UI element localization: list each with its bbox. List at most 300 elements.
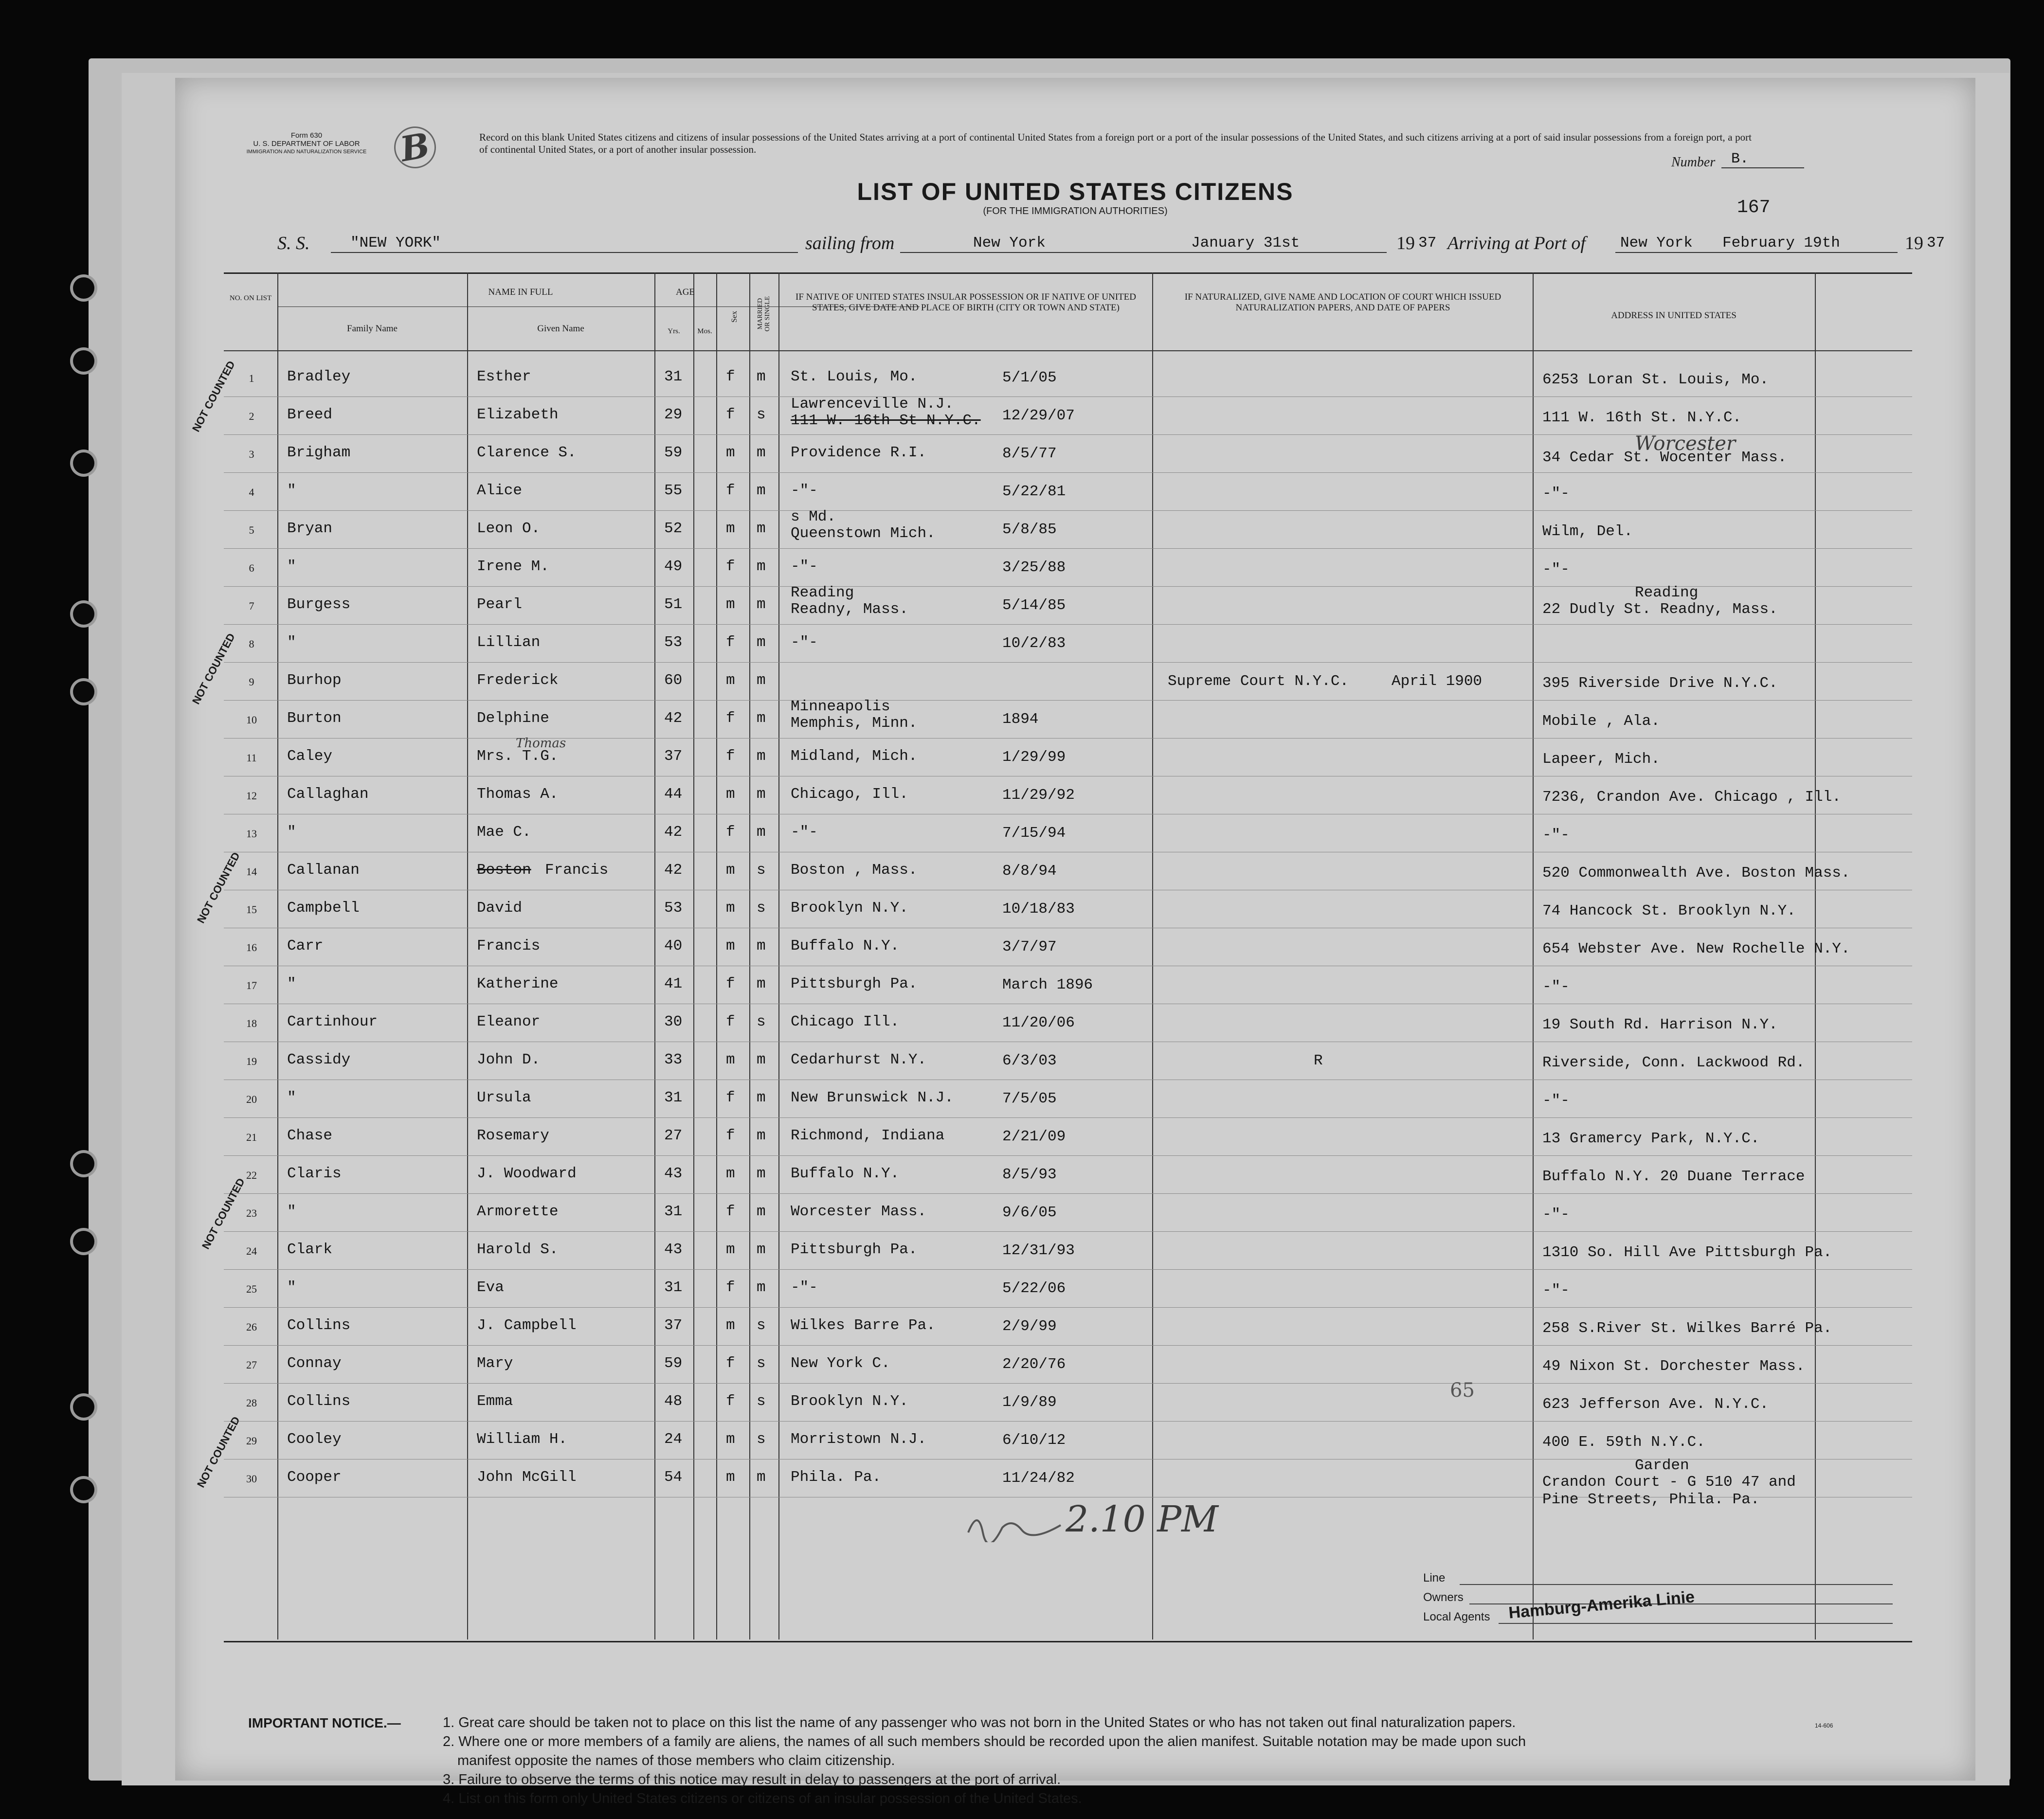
naturalization-date: April 1900 — [1392, 673, 1483, 690]
given-name-note: Thomas — [516, 736, 566, 751]
age-years: 42 — [664, 824, 683, 841]
binder-hole — [73, 1479, 94, 1500]
not-counted-stamp: NOT COUNTED — [190, 359, 237, 434]
age-years: 37 — [664, 748, 683, 765]
table-row — [175, 823, 1975, 857]
binder-hole — [73, 452, 94, 474]
age-years: 53 — [664, 900, 683, 917]
birth-date: 3/7/97 — [1002, 938, 1057, 955]
row-number: 16 — [246, 941, 257, 954]
birth-date: 8/5/93 — [1002, 1166, 1057, 1183]
col-header-married: MARRIED OR SINGLE — [757, 296, 771, 332]
family-name: " — [287, 482, 296, 499]
address: 400 E. 59th N.Y.C. — [1542, 1434, 1705, 1451]
birth-date: 1894 — [1002, 711, 1039, 728]
birth-place: Chicago, Ill. — [791, 786, 908, 803]
birth-place-note: Minneapolis — [791, 698, 890, 715]
sex: m — [726, 1469, 735, 1486]
family-name: Caley — [287, 748, 333, 765]
address: 258 S.River St. Wilkes Barré Pa. — [1542, 1320, 1832, 1337]
address-line-2: Pine Streets, Phila. Pa. — [1542, 1491, 1760, 1508]
binder-hole — [73, 1153, 94, 1174]
notice-item: 3. Failure to observe the terms of this notice may result in delay to passengers at the port of arrival. — [443, 1772, 1061, 1787]
not-counted-stamp: NOT COUNTED — [195, 1414, 242, 1490]
birth-date: 11/20/06 — [1002, 1014, 1075, 1031]
family-name: " — [287, 975, 296, 992]
family-name: Clark — [287, 1241, 333, 1258]
col-header-no: NO. ON LIST — [229, 294, 272, 302]
age-years: 52 — [664, 520, 683, 537]
marital-status: s — [757, 1431, 766, 1448]
age-years: 59 — [664, 444, 683, 461]
sex: m — [726, 596, 735, 613]
sailing-year-prefix: 19 — [1396, 233, 1415, 253]
table-row — [175, 736, 1975, 781]
age-years: 55 — [664, 482, 683, 499]
birth-date: March 1896 — [1002, 976, 1093, 993]
age-years: 29 — [664, 406, 683, 423]
time-note: 2.10 PM — [1066, 1498, 1218, 1540]
form-identifier — [224, 131, 389, 156]
sex: m — [726, 444, 735, 461]
age-years: 44 — [664, 786, 683, 803]
row-number: 8 — [249, 638, 254, 650]
row-number: 25 — [246, 1283, 257, 1295]
birth-date: 5/14/85 — [1002, 597, 1066, 614]
family-name: " — [287, 1203, 296, 1220]
age-years: 27 — [664, 1127, 683, 1144]
table-row — [175, 584, 1975, 629]
header-divider — [224, 350, 1912, 351]
notice-lead: IMPORTANT NOTICE.— — [248, 1715, 401, 1730]
sex: m — [726, 672, 735, 689]
sex: f — [726, 1279, 735, 1296]
row-number: 27 — [246, 1359, 257, 1371]
table-row — [175, 1088, 1975, 1122]
line-field — [1460, 1571, 1893, 1585]
birth-date: 8/5/77 — [1002, 445, 1057, 462]
marital-status: m — [757, 824, 766, 841]
given-name: Mrs. T.G. — [477, 748, 559, 765]
number-label: Number — [1671, 155, 1716, 170]
table-row — [175, 1164, 1975, 1198]
birth-date: 12/29/07 — [1002, 407, 1075, 424]
table-row — [175, 1050, 1975, 1084]
address: -"- — [1542, 485, 1570, 502]
col-header-family-name: Family Name — [347, 324, 398, 334]
birth-date: 9/6/05 — [1002, 1204, 1057, 1221]
col-header-naturalized: IF NATURALIZED, GIVE NAME AND LOCATION OF COURT WHICH ISSUED NATURALIZATION PAPERS, AND DATE OF PAPERS — [1184, 292, 1501, 313]
marital-status: m — [757, 1203, 766, 1220]
family-name: Campbell — [287, 900, 360, 917]
address: 13 Gramercy Park, N.Y.C. — [1542, 1130, 1760, 1147]
page-title: LIST OF UNITED STATES CITIZENS — [857, 178, 1294, 205]
age-years: 31 — [664, 1089, 683, 1106]
marital-status: m — [757, 1469, 766, 1486]
address: Crandon Court - G 510 47 and — [1542, 1474, 1796, 1491]
age-years: 41 — [664, 975, 683, 992]
marital-status: m — [757, 1127, 766, 1144]
given-name: Pearl — [477, 596, 523, 613]
row-number: 26 — [246, 1321, 257, 1333]
notice-item: 1. Great care should be taken not to place on this list the name of any passenger who was not born in the United States or who has not taken out final naturalization papers. — [443, 1715, 1516, 1730]
given-name: Leon O. — [477, 520, 541, 537]
marital-status: m — [757, 596, 766, 613]
family-name: " — [287, 824, 296, 841]
age-years: 51 — [664, 596, 683, 613]
birth-date: 3/25/88 — [1002, 559, 1066, 576]
birth-place: -"- — [791, 558, 818, 575]
given-name: Harold S. — [477, 1241, 559, 1258]
row-number: 22 — [246, 1169, 257, 1181]
address: 19 South Rd. Harrison N.Y. — [1542, 1016, 1778, 1033]
birth-date: 6/10/12 — [1002, 1432, 1066, 1449]
manifest-page — [175, 78, 1975, 1806]
birth-date: 11/29/92 — [1002, 787, 1075, 804]
age-years: 37 — [664, 1317, 683, 1334]
birth-date: 10/18/83 — [1002, 900, 1075, 918]
sex: f — [726, 1089, 735, 1106]
form-code: 14-606 — [1815, 1722, 1833, 1729]
row-number: 30 — [246, 1473, 257, 1485]
sex: m — [726, 900, 735, 917]
agents-label: Local Agents — [1423, 1610, 1490, 1623]
col-header-age: AGE — [675, 287, 695, 297]
given-name: William H. — [477, 1431, 568, 1448]
not-counted-stamp: NOT COUNTED — [199, 1176, 247, 1251]
birth-date: 8/8/94 — [1002, 863, 1057, 880]
marital-status: m — [757, 482, 766, 499]
age-years: 59 — [664, 1355, 683, 1372]
marital-status: m — [757, 444, 766, 461]
given-name: Irene M. — [477, 558, 549, 575]
binder-hole — [73, 277, 94, 299]
birth-place: -"- — [791, 482, 818, 499]
address-note: Worcester — [1635, 432, 1736, 455]
row-number: 17 — [246, 979, 257, 991]
given-name: David — [477, 900, 523, 917]
given-name: Katherine — [477, 975, 559, 992]
table-row — [175, 508, 1975, 553]
row-number: 20 — [246, 1093, 257, 1105]
age-years: 54 — [664, 1469, 683, 1486]
birth-date: 7/15/94 — [1002, 825, 1066, 842]
address: 623 Jefferson Ave. N.Y.C. — [1542, 1396, 1769, 1413]
signature-icon — [963, 1503, 1070, 1542]
row-number: 6 — [249, 562, 254, 574]
age-years: 24 — [664, 1431, 683, 1448]
given-name: John McGill — [477, 1469, 577, 1486]
col-header-sex: Sex — [730, 311, 739, 323]
address: 520 Commonwealth Ave. Boston Mass. — [1542, 864, 1850, 882]
table-row — [175, 698, 1975, 743]
table-row — [175, 1240, 1975, 1274]
birth-place: Worcester Mass. — [791, 1203, 927, 1220]
sex: f — [726, 482, 735, 499]
given-name: Lillian — [477, 634, 541, 651]
given-name: Delphine — [477, 710, 549, 727]
address-note: Garden — [1635, 1457, 1689, 1474]
birth-date: 7/5/05 — [1002, 1090, 1057, 1107]
sex: m — [726, 1241, 735, 1258]
given-name: J. Woodward — [477, 1165, 577, 1182]
sailing-date-value: January 31st — [1191, 234, 1300, 252]
sex: m — [726, 520, 735, 537]
birth-date: 5/22/81 — [1002, 483, 1066, 500]
address: 395 Riverside Drive N.Y.C. — [1542, 675, 1778, 692]
family-name: Brigham — [287, 444, 351, 461]
marital-status: m — [757, 1241, 766, 1258]
birth-place: Providence R.I. — [791, 444, 927, 461]
marital-status: s — [757, 900, 766, 917]
family-name: Burhop — [287, 672, 342, 689]
marital-status: m — [757, 1089, 766, 1106]
family-name: Cooley — [287, 1431, 342, 1448]
birth-place: Chicago Ill. — [791, 1013, 900, 1030]
given-name: Emma — [477, 1393, 513, 1410]
age-years: 31 — [664, 1203, 683, 1220]
table-row — [175, 899, 1975, 933]
marital-status: m — [757, 368, 766, 385]
sex: f — [726, 634, 735, 651]
sex: f — [726, 1127, 735, 1144]
sex: f — [726, 1203, 735, 1220]
naturalization-court: R — [1314, 1052, 1323, 1069]
birth-place-note: Reading — [791, 584, 854, 601]
signature-scrawl — [963, 1503, 1070, 1547]
address: -"- — [1542, 1206, 1570, 1223]
birth-date: 11/24/82 — [1002, 1470, 1075, 1487]
arrival-year: 37 — [1927, 234, 1945, 252]
record-instructions: Record on this blank United States citizens and citizens of insular possessions of the United States arriving at a port of continental United States from a foreign port or a port of the insular possessions of the United States, and such citizens arriving at a port of said insular possessions from a foreign port, a port of continental United States, or a port of another insular possession. — [479, 131, 1752, 155]
sex: f — [726, 975, 735, 992]
birth-place: Buffalo N.Y. — [791, 1165, 900, 1182]
table-row — [175, 671, 1975, 705]
table-row — [175, 481, 1975, 515]
form-number: Form 630 — [290, 131, 323, 140]
given-name: Eva — [477, 1279, 504, 1296]
row-number: 18 — [246, 1017, 257, 1029]
row-number: 12 — [246, 790, 257, 802]
sex: m — [726, 786, 735, 803]
family-name: Connay — [287, 1355, 342, 1372]
address: Wilm, Del. — [1542, 523, 1633, 540]
family-name: Burton — [287, 710, 342, 727]
given-name: Ursula — [477, 1089, 531, 1106]
marital-status: m — [757, 1279, 766, 1296]
row-number: 3 — [249, 448, 254, 460]
family-name: " — [287, 1089, 296, 1106]
row-number: 21 — [246, 1131, 257, 1143]
row-number: 11 — [246, 752, 257, 764]
birth-place: Pittsburgh Pa. — [791, 1241, 918, 1258]
given-name: Frederick — [477, 672, 559, 689]
birth-date: 1/29/99 — [1002, 749, 1066, 766]
sex: f — [726, 824, 735, 841]
family-name: Collins — [287, 1317, 351, 1334]
family-name: Breed — [287, 406, 333, 423]
given-name: Francis — [477, 937, 541, 955]
birth-place: Midland, Mich. — [791, 748, 918, 765]
table-row — [175, 1012, 1975, 1046]
table-row — [175, 785, 1975, 819]
binder-hole — [73, 603, 94, 625]
age-years: 42 — [664, 862, 683, 879]
binder-hole — [73, 681, 94, 702]
circled-letter: B — [391, 123, 439, 172]
address: -"- — [1542, 1282, 1570, 1299]
sex: m — [726, 862, 735, 879]
row-number: 7 — [249, 600, 254, 612]
birth-date: 2/20/76 — [1002, 1356, 1066, 1373]
given-name: Francis — [545, 862, 609, 879]
birth-place: -"- — [791, 1279, 818, 1296]
row-number: 28 — [246, 1397, 257, 1409]
marital-status: m — [757, 710, 766, 727]
sex: f — [726, 1355, 735, 1372]
address: 22 Dudly St. Readny, Mass. — [1542, 601, 1778, 618]
birth-place: Buffalo N.Y. — [791, 937, 900, 955]
table-row — [175, 974, 1975, 1009]
given-name: Mae C. — [477, 824, 531, 841]
family-name: Carr — [287, 937, 324, 955]
address: 654 Webster Ave. New Rochelle N.Y. — [1542, 940, 1850, 957]
address: 34 Cedar St. Wocenter Mass. — [1542, 449, 1787, 466]
age-years: 53 — [664, 634, 683, 651]
given-name: Clarence S. — [477, 444, 577, 461]
agents-stamp: Hamburg-Amerika Linie — [1508, 1587, 1696, 1622]
family-name: Cartinhour — [287, 1013, 378, 1030]
marital-status: m — [757, 1165, 766, 1182]
sex: m — [726, 1165, 735, 1182]
table-row — [175, 1202, 1975, 1236]
sex: m — [726, 1431, 735, 1448]
birth-place-note: s Md. — [791, 508, 836, 525]
given-name: Alice — [477, 482, 523, 499]
birth-date: 6/3/03 — [1002, 1052, 1057, 1069]
age-years: 31 — [664, 368, 683, 385]
age-years: 31 — [664, 1279, 683, 1296]
birth-place: Phila. Pa. — [791, 1469, 882, 1486]
sex: f — [726, 406, 735, 423]
birth-place: Queenstown Mich. — [791, 525, 936, 542]
given-name: Rosemary — [477, 1127, 549, 1144]
address: 49 Nixon St. Dorchester Mass. — [1542, 1358, 1805, 1375]
notice-item: 2. Where one or more members of a family are aliens, the names of all such members should be recorded upon the alien manifest. Suitable notation may be made upon such — [443, 1734, 1526, 1749]
arrival-date: February 19th — [1722, 234, 1840, 252]
marital-status: m — [757, 748, 766, 765]
birth-date: 5/8/85 — [1002, 521, 1057, 538]
table-row — [175, 1126, 1975, 1160]
row-number: 4 — [249, 486, 254, 498]
address: 1310 So. Hill Ave Pittsburgh Pa. — [1542, 1244, 1832, 1261]
age-years: 33 — [664, 1051, 683, 1068]
age-years: 42 — [664, 710, 683, 727]
binder-hole — [73, 1231, 94, 1252]
department-name: U. S. DEPARTMENT OF LABOR — [253, 140, 360, 148]
address: Lapeer, Mich. — [1542, 751, 1660, 768]
birth-place: Brooklyn N.Y. — [791, 1393, 908, 1410]
ship-name: "NEW YORK" — [350, 234, 441, 252]
address: Buffalo N.Y. 20 Duane Terrace — [1542, 1168, 1805, 1185]
col-header-address: ADDRESS IN UNITED STATES — [1611, 310, 1736, 321]
age-years: 60 — [664, 672, 683, 689]
birth-date: 12/31/93 — [1002, 1242, 1075, 1259]
sex: f — [726, 558, 735, 575]
sex: m — [726, 937, 735, 955]
family-name: Callaghan — [287, 786, 369, 803]
marital-status: s — [757, 1317, 766, 1334]
family-name: Cooper — [287, 1469, 342, 1486]
birth-date: 2/9/99 — [1002, 1318, 1057, 1335]
address: 6253 Loran St. Louis, Mo. — [1542, 371, 1769, 388]
birth-place: -"- — [791, 634, 818, 651]
naturalization-court: Supreme Court N.Y.C. — [1168, 673, 1349, 690]
marital-status: m — [757, 975, 766, 992]
col-header-birth: IF NATIVE OF UNITED STATES INSULAR POSSESSION OR IF NATIVE OF UNITED STATES, GIVE DATE AND PLACE OF BIRTH (CITY OR TOWN AND STATE) — [796, 292, 1136, 313]
birth-place-struck: 111 W. 16th St N.Y.C. — [791, 412, 981, 429]
sailing-from-label: sailing from — [805, 233, 895, 253]
address: 74 Hancock St. Brooklyn N.Y. — [1542, 902, 1796, 919]
marital-status: m — [757, 634, 766, 651]
given-name: Eleanor — [477, 1013, 541, 1030]
row-number: 19 — [246, 1055, 257, 1067]
address: Riverside, Conn. Lackwood Rd. — [1542, 1054, 1805, 1071]
family-name: Burgess — [287, 596, 351, 613]
family-name: Cassidy — [287, 1051, 351, 1068]
marital-status: m — [757, 520, 766, 537]
table-row — [175, 1354, 1975, 1388]
number-value: B. — [1721, 151, 1804, 168]
birth-place: New York C. — [791, 1355, 890, 1372]
table-row — [175, 1278, 1975, 1312]
row-number: 5 — [249, 524, 254, 536]
col-header-mos: Mos. — [697, 327, 712, 335]
sex: f — [726, 368, 735, 385]
col-header-yrs: Yrs. — [668, 327, 680, 335]
sex: f — [726, 1393, 735, 1410]
marital-status: s — [757, 862, 766, 879]
birth-place: New Brunswick N.J. — [791, 1089, 954, 1106]
age-years: 43 — [664, 1241, 683, 1258]
binder-hole — [73, 350, 94, 372]
table-row — [175, 1316, 1975, 1350]
family-name: " — [287, 634, 296, 651]
age-years: 43 — [664, 1165, 683, 1182]
birth-place: Pittsburgh Pa. — [791, 975, 918, 992]
marital-status: s — [757, 406, 766, 423]
address: 7236, Crandon Ave. Chicago , Ill. — [1542, 789, 1841, 806]
given-name: Armorette — [477, 1203, 559, 1220]
birth-date: 2/21/09 — [1002, 1128, 1066, 1145]
address-note: Reading — [1635, 584, 1699, 601]
address: -"- — [1542, 978, 1570, 995]
age-years: 30 — [664, 1013, 683, 1030]
binder-hole — [73, 1396, 94, 1418]
line-label: Line — [1423, 1571, 1446, 1585]
table-row — [175, 432, 1975, 477]
address: Mobile , Ala. — [1542, 713, 1660, 730]
family-name: Bryan — [287, 520, 333, 537]
row-number: 10 — [246, 714, 257, 726]
family-name: Claris — [287, 1165, 342, 1182]
family-name: Chase — [287, 1127, 333, 1144]
birth-place: Wilkes Barre Pa. — [791, 1317, 936, 1334]
address: -"- — [1542, 827, 1570, 844]
row-number: 2 — [249, 410, 254, 422]
family-name: Callanan — [287, 862, 360, 879]
ss-label: S. S. — [277, 233, 310, 253]
